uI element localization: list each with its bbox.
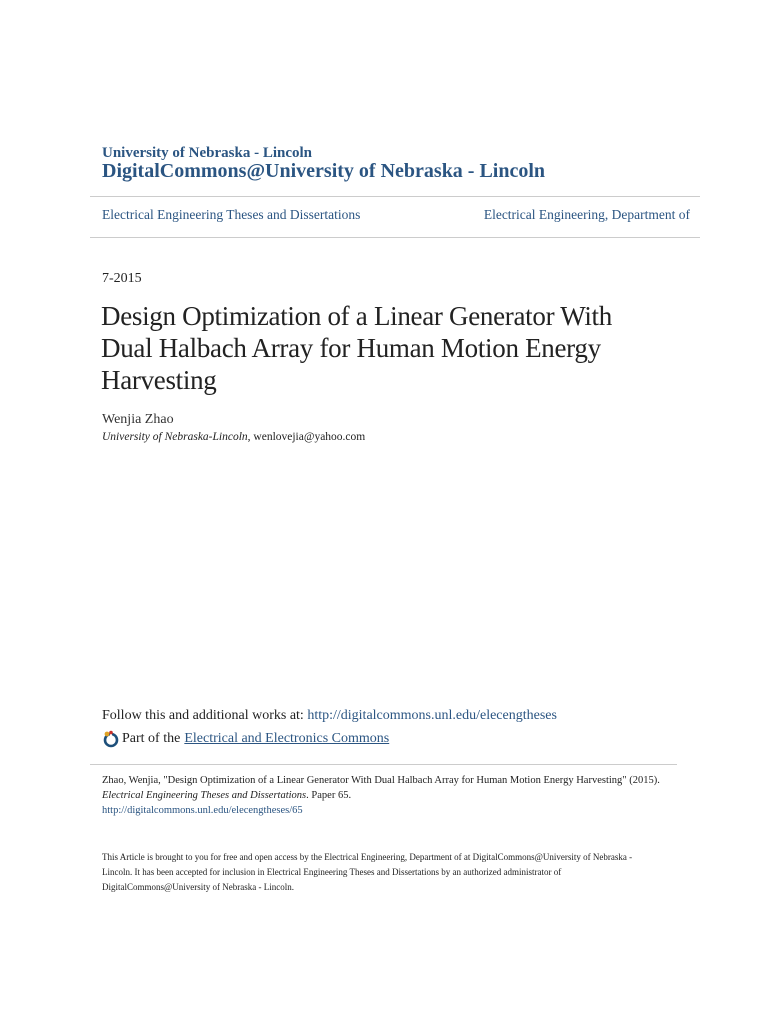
citation-block [102,773,682,818]
citation-line: Zhao, Wenjia, "Design Optimization of a Linear Generator With Dual Halbach Array for Human Motion Energy Harvesting" (2015). [102,775,660,786]
follow-line [102,708,557,724]
citation-paper: . Paper 65. [306,790,352,801]
commons-link[interactable]: Electrical and Electronics Commons [184,731,390,746]
author-affiliation [102,431,365,443]
citation-url-link[interactable]: http://digitalcommons.unl.edu/elecengtheses/65 [102,805,303,816]
follow-url-link[interactable]: http://digitalcommons.unl.edu/elecengtheses [307,708,557,723]
follow-label: Follow this and additional works at: [102,708,308,723]
part-of-label: Part of the [122,731,181,746]
part-of-line [102,730,389,748]
university-name[interactable]: University of Nebraska - Lincoln [102,145,312,161]
access-notice: This Article is brought to you for free and open access by the Electrical Engineering, Department of at DigitalCommons@University of Nebraska - Lincoln. It has been accepted for inclusion in Electrical Engineering Theses and Dissertations by an authorized administrator of DigitalCommons@University of Nebraska - Lincoln. [102,852,633,892]
citation-divider [90,764,677,765]
affiliation-email[interactable]: , wenlovejia@yahoo.com [247,431,366,443]
publication-date: 7-2015 [102,271,142,286]
citation-series: Electrical Engineering Theses and Dissertations [102,790,307,801]
affiliation-institution: University of Nebraska-Lincoln [102,431,248,443]
collection-link[interactable]: Electrical Engineering Theses and Dissertations [102,207,361,222]
bepress-logo-icon [102,730,120,748]
author-name: Wenjia Zhao [102,412,174,427]
top-divider [90,196,700,197]
breadcrumb-divider [90,237,700,238]
department-link[interactable]: Electrical Engineering, Department of [483,207,690,222]
repository-name[interactable]: DigitalCommons@University of Nebraska - Lincoln [102,160,546,182]
document-title: Design Optimization of a Linear Generator With Dual Halbach Array for Human Motion Energy Harvesting [101,301,612,395]
